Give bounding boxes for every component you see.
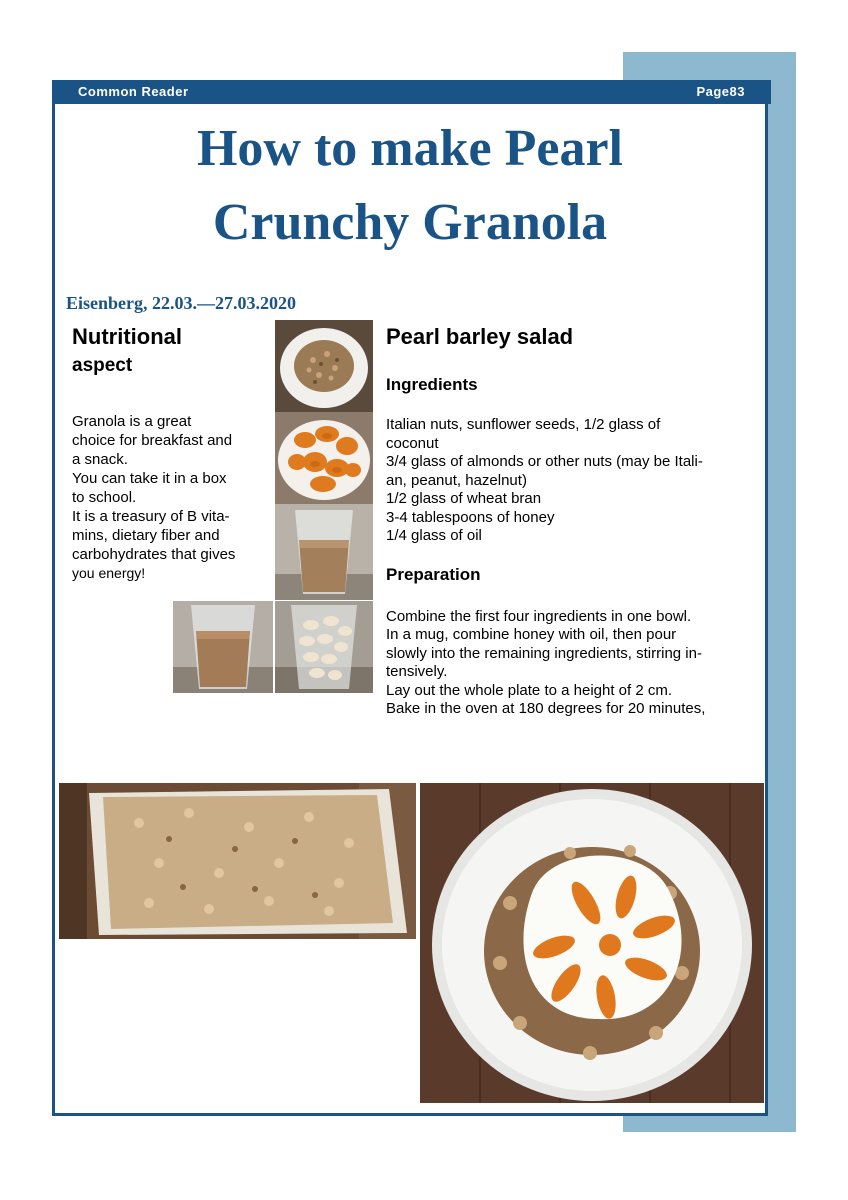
preparation-line: slowly into the remaining ingredients, stirring in- bbox=[386, 644, 702, 662]
nutrition-line: carbohydrates that gives bbox=[72, 546, 236, 563]
preparation-text bbox=[386, 608, 758, 719]
photo-dried-apricots bbox=[275, 412, 373, 504]
ingredient-line: an, peanut, hazelnut) bbox=[386, 471, 527, 489]
publication-name: Common Reader bbox=[78, 84, 189, 99]
nutrition-line: choice for breakfast and bbox=[72, 432, 233, 449]
nutrition-subheading: aspect bbox=[72, 355, 133, 376]
title-line-1: How to make Pearl bbox=[196, 120, 623, 177]
header-bar bbox=[52, 80, 771, 104]
nutrition-line: Granola is a great bbox=[72, 413, 192, 430]
recipe-title: Pearl barley salad bbox=[386, 324, 574, 349]
preparation-line: Lay out the whole plate to a height of 2 cm. bbox=[386, 681, 673, 699]
preparation-line: tensively. bbox=[386, 663, 448, 680]
ingredient-line: Italian nuts, sunflower seeds, 1/2 glass of bbox=[386, 416, 661, 433]
photo-granola-tray bbox=[59, 783, 416, 939]
photo-nuts-bowl bbox=[275, 320, 373, 412]
preparation-line: Bake in the oven at 180 degrees for 20 minutes, bbox=[386, 700, 706, 717]
page-number: Page83 bbox=[696, 84, 745, 99]
preparation-line: Combine the first four ingredients in one bowl. bbox=[386, 607, 692, 625]
nutrition-heading: Nutritional bbox=[72, 324, 182, 349]
date-line: Eisenberg, 22.03.—27.03.2020 bbox=[66, 293, 297, 313]
ingredient-line: 1/4 glass of oil bbox=[386, 527, 482, 544]
ingredients-list bbox=[386, 416, 758, 546]
nutrition-line: to school. bbox=[72, 489, 137, 506]
nutrition-line: a snack. bbox=[72, 451, 128, 468]
nutrition-line: You can take it in a box bbox=[72, 470, 227, 487]
nutrition-line: you energy! bbox=[72, 565, 146, 581]
nutrition-line: mins, dietary fiber and bbox=[72, 527, 220, 544]
nutrition-section bbox=[72, 322, 268, 583]
nutrition-text bbox=[72, 412, 268, 583]
ingredient-line: 1/2 glass of wheat bran bbox=[386, 490, 542, 507]
recipe-section bbox=[386, 322, 758, 719]
photo-glass-seeds bbox=[275, 504, 373, 600]
ingredient-line: coconut bbox=[386, 434, 439, 452]
ingredients-heading: Ingredients bbox=[386, 375, 478, 394]
ingredient-line: 3-4 tablespoons of honey bbox=[386, 508, 555, 526]
photo-glass-bran bbox=[173, 601, 273, 693]
photo-yogurt-bowl bbox=[420, 783, 764, 1103]
ingredient-line: 3/4 glass of almonds or other nuts (may be Itali- bbox=[386, 453, 703, 470]
photo-glass-almonds bbox=[275, 601, 373, 693]
preparation-heading: Preparation bbox=[386, 564, 481, 584]
nutrition-line: It is a treasury of B vita- bbox=[72, 508, 230, 525]
page-title bbox=[60, 112, 760, 260]
preparation-line: In a mug, combine honey with oil, then pour bbox=[386, 626, 677, 643]
title-line-2: Crunchy Granola bbox=[212, 194, 608, 251]
